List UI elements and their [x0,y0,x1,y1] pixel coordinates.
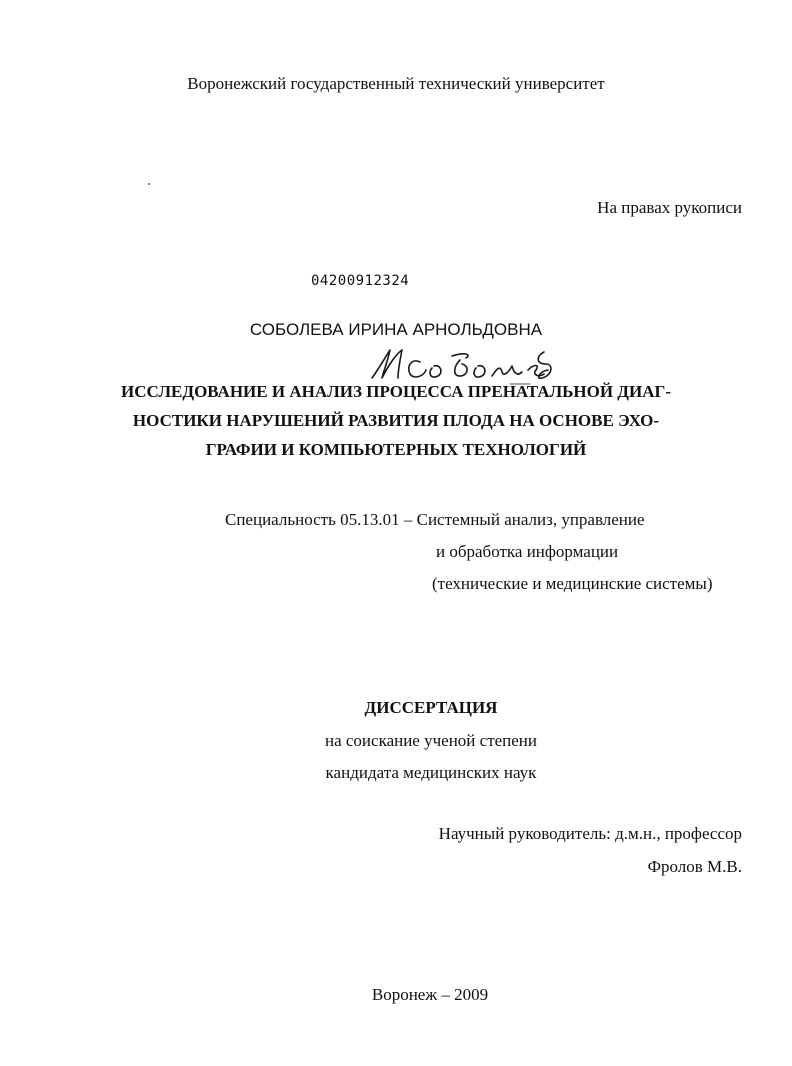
document-type: ДИССЕРТАЦИЯ [364,698,498,717]
specialty-line: (технические и медицинские системы) [432,574,713,593]
dissertation-title [100,377,692,464]
supervisor-name: Фролов М.В. [647,857,742,876]
university-name: Воронежский государственный технический университет [187,74,605,93]
registration-number: 04200912324 [311,273,410,289]
degree-line: на соискание ученой степени [324,731,538,750]
degree-line: кандидата медицинских наук [325,763,537,782]
specialty-line: Специальность 05.13.01 – Системный анализ, управление [225,510,645,529]
title-line: ИССЛЕДОВАНИЕ И АНАЛИЗ ПРОЦЕССА ПРЕНАТАЛЬНОЙ ДИАГ- [121,382,671,401]
manuscript-status: На правах рукописи [597,198,742,217]
specialty-line: и обработка информации [436,542,619,561]
scan-speck [148,183,150,185]
supervisor-label: Научный руководитель: д.м.н., профессор [438,824,742,843]
author-name: СОБОЛЕВА ИРИНА АРНОЛЬДОВНА [249,320,543,339]
city-year: Воронеж – 2009 [371,985,489,1004]
title-line: ГРАФИИ И КОМПЬЮТЕРНЫХ ТЕХНОЛОГИЙ [205,440,587,459]
title-line: НОСТИКИ НАРУШЕНИЙ РАЗВИТИЯ ПЛОДА НА ОСНОВЕ ЭХО- [132,411,660,430]
